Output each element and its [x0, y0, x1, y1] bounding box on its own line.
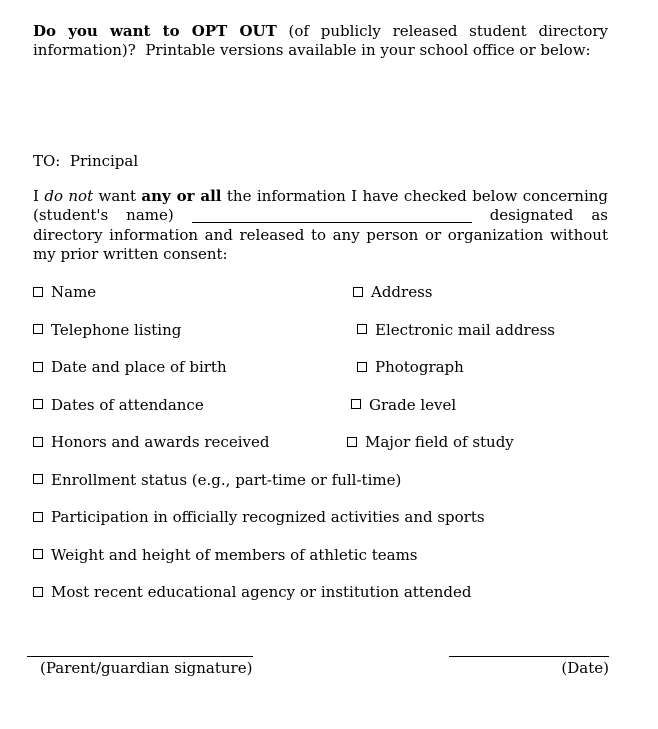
checkbox-label: Electronic mail address: [375, 320, 555, 339]
checkbox-label: Most recent educational agency or institution attended: [51, 583, 472, 601]
student-name-blank-field[interactable]: [192, 221, 472, 223]
checkbox[interactable]: [353, 287, 363, 297]
date-blank-line[interactable]: [449, 656, 609, 657]
checkbox[interactable]: [33, 437, 43, 447]
checkbox-item: [351, 396, 456, 415]
checkbox-label: Enrollment status (e.g., part-time or full-time): [51, 470, 402, 489]
date-label: (Date): [561, 659, 609, 677]
checklist-row: [33, 546, 625, 566]
checkbox-item: [347, 433, 514, 452]
request-line-1-pre: I: [33, 187, 45, 205]
checklist-row: [33, 396, 625, 416]
request-line-2: [33, 206, 608, 225]
checkbox-label: Participation in officially recognized activities and sports: [51, 508, 485, 526]
checkbox-item: [33, 358, 227, 376]
checkbox-item: [33, 546, 418, 564]
signature-blank-line[interactable]: [27, 656, 253, 657]
checkbox-item: [357, 321, 555, 340]
checklist-row: [33, 583, 625, 603]
request-line-1: [33, 187, 608, 206]
checkbox-label: Name: [51, 283, 97, 301]
checkbox-item: [33, 583, 471, 601]
checkbox-label: Major field of study: [365, 433, 514, 451]
checkbox[interactable]: [33, 587, 43, 597]
checkbox[interactable]: [357, 362, 367, 372]
checklist-row: [33, 358, 625, 378]
request-paragraph: [33, 187, 608, 264]
request-line-1-bold: any or all: [141, 187, 222, 205]
checkbox-label: Telephone listing: [51, 320, 182, 339]
checkbox-label: Grade level: [369, 395, 457, 414]
checkbox-item: [357, 358, 464, 377]
checkbox-label: Photograph: [375, 358, 464, 376]
checkbox[interactable]: [33, 399, 43, 409]
intro-bold-lead: Do you want to OPT OUT: [33, 22, 277, 40]
checkbox[interactable]: [33, 474, 43, 484]
checkbox[interactable]: [347, 437, 357, 447]
checkbox[interactable]: [33, 324, 43, 334]
intro-line-2: information)? Printable versions available in your school office or below:: [33, 41, 591, 60]
intro-line-1: [33, 22, 608, 41]
request-line-2-end: as: [591, 206, 608, 225]
checkbox-item: [33, 321, 181, 339]
student-name-label: (student's name): [33, 206, 174, 225]
checkbox[interactable]: [33, 287, 43, 297]
checklist-row: [33, 471, 625, 491]
checkbox[interactable]: [33, 512, 43, 522]
checklist-row: [33, 321, 625, 341]
checkbox[interactable]: [351, 399, 361, 409]
signature-label: (Parent/guardian signature): [40, 659, 253, 677]
checkbox-label: Weight and height of members of athletic teams: [51, 545, 418, 564]
checkbox[interactable]: [33, 362, 43, 372]
request-line-1-mid: want: [93, 187, 142, 205]
checkbox-label: Address: [371, 283, 433, 301]
request-line-1-italic: do not: [44, 187, 94, 205]
checklist-row: [33, 283, 625, 303]
request-line-3: directory information and released to any person or organization without: [33, 225, 608, 244]
checkbox-label: Honors and awards received: [51, 433, 270, 451]
intro-line-1-rest: (of publicly released student directory: [276, 22, 609, 40]
checkbox-item: [33, 396, 204, 414]
to-line: TO: Principal: [33, 152, 139, 170]
request-line-2-after-blank: designated: [489, 206, 574, 225]
checkbox-label: Date and place of birth: [51, 358, 227, 376]
checkbox-item: [33, 471, 401, 489]
checkbox-item: [33, 508, 485, 526]
checkbox[interactable]: [357, 324, 367, 334]
intro-paragraph: [33, 22, 608, 61]
checklist-row: [33, 433, 625, 453]
checkbox[interactable]: [33, 549, 43, 559]
checkbox-item: [33, 433, 269, 451]
request-line-4: my prior written consent:: [33, 244, 228, 263]
checkbox-item: [33, 283, 96, 301]
checkbox-label: Dates of attendance: [51, 395, 204, 414]
checkbox-item: [353, 283, 432, 302]
request-line-1-post: the information I have checked below concerning: [221, 187, 609, 205]
checklist-row: [33, 508, 625, 528]
